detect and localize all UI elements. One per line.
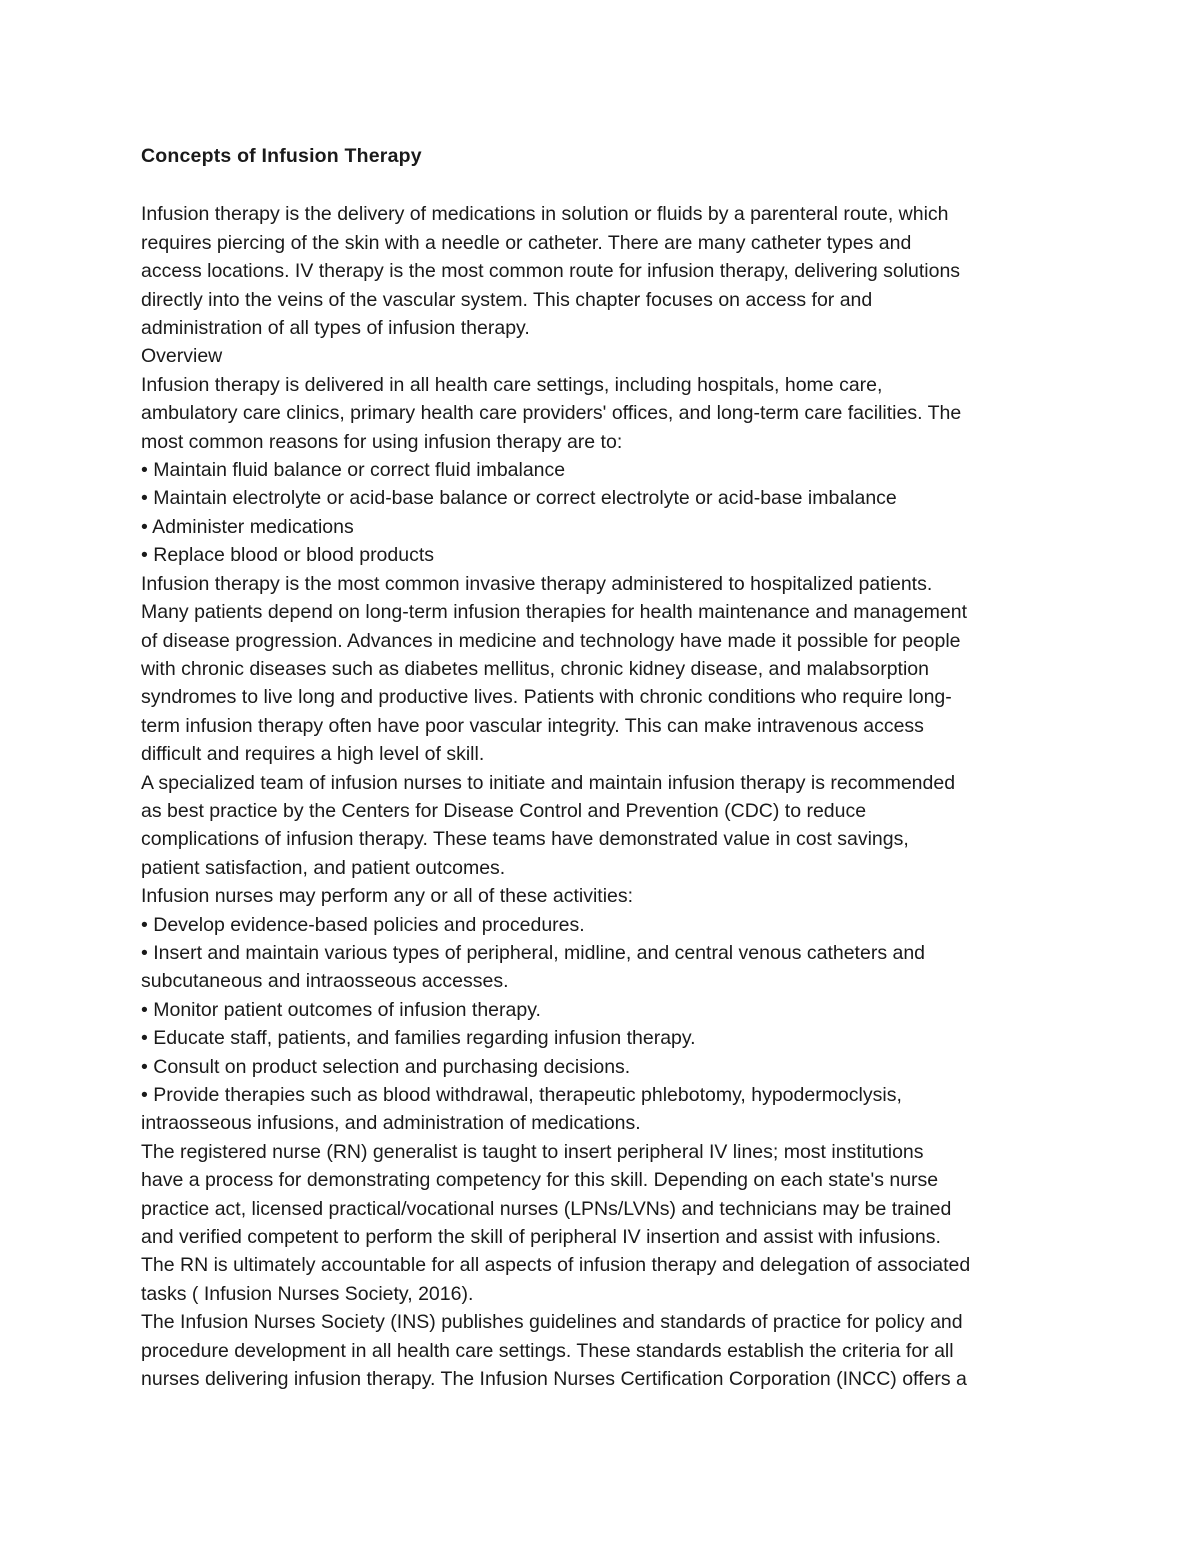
text-line: term infusion therapy often have poor vascular integrity. This can make intravenous access — [141, 714, 924, 737]
text-line: patient satisfaction, and patient outcomes. — [141, 856, 506, 879]
text-line: nurses delivering infusion therapy. The Infusion Nurses Certification Corporation (INCC) offers a — [141, 1368, 967, 1391]
text-line: Infusion therapy is the delivery of medications in solution or fluids by a parenteral route, which — [141, 203, 949, 226]
document-body — [141, 200, 1071, 1393]
text-line: and verified competent to perform the skill of peripheral IV insertion and assist with infusions. — [141, 1226, 941, 1249]
text-line: requires piercing of the skin with a needle or catheter. There are many catheter types and — [141, 231, 912, 254]
text-line: A specialized team of infusion nurses to initiate and maintain infusion therapy is recommended — [141, 771, 956, 794]
text-line: complications of infusion therapy. These teams have demonstrated value in cost savings, — [141, 828, 909, 851]
text-line: intraosseous infusions, and administration of medications. — [141, 1112, 641, 1135]
text-line: access locations. IV therapy is the most common route for infusion therapy, delivering solutions — [141, 260, 961, 283]
bullet-item: • Maintain electrolyte or acid-base balance or correct electrolyte or acid-base imbalance — [141, 487, 897, 510]
section-heading-overview: Overview — [141, 345, 223, 368]
bullet-item: • Consult on product selection and purchasing decisions. — [141, 1055, 631, 1078]
bullet-item: • Educate staff, patients, and families regarding infusion therapy. — [141, 1027, 696, 1050]
bullet-item: • Maintain fluid balance or correct fluid imbalance — [141, 459, 566, 482]
text-line: with chronic diseases such as diabetes mellitus, chronic kidney disease, and malabsorption — [141, 657, 929, 680]
bullet-item: • Replace blood or blood products — [141, 544, 435, 567]
text-line: subcutaneous and intraosseous accesses. — [141, 970, 509, 993]
text-line: difficult and requires a high level of skill. — [141, 743, 485, 766]
text-line: have a process for demonstrating competency for this skill. Depending on each state's nurse — [141, 1169, 939, 1192]
text-line: Many patients depend on long-term infusion therapies for health maintenance and management — [141, 601, 968, 624]
document-page — [141, 142, 1071, 1393]
text-line: The RN is ultimately accountable for all aspects of infusion therapy and delegation of associated — [141, 1254, 971, 1277]
bullet-item: • Administer medications — [141, 515, 354, 538]
text-line: Infusion nurses may perform any or all of these activities: — [141, 885, 634, 908]
bullet-item: • Develop evidence-based policies and procedures. — [141, 913, 585, 936]
text-line: syndromes to live long and productive lives. Patients with chronic conditions who require long- — [141, 686, 952, 709]
text-line: of disease progression. Advances in medicine and technology have made it possible for people — [141, 629, 961, 652]
text-line: as best practice by the Centers for Disease Control and Prevention (CDC) to reduce — [141, 799, 867, 822]
bullet-item: • Insert and maintain various types of peripheral, midline, and central venous catheters and — [141, 941, 926, 964]
text-line: administration of all types of infusion therapy. — [141, 317, 530, 340]
document-title: Concepts of Infusion Therapy — [141, 145, 422, 167]
text-line: Infusion therapy is the most common invasive therapy administered to hospitalized patients. — [141, 572, 933, 595]
text-line: practice act, licensed practical/vocational nurses (LPNs/LVNs) and technicians may be trained — [141, 1197, 952, 1220]
text-line: ambulatory care clinics, primary health care providers' offices, and long-term care facilities. The — [141, 402, 962, 425]
text-line: Infusion therapy is delivered in all health care settings, including hospitals, home care, — [141, 373, 883, 396]
bullet-item: • Monitor patient outcomes of infusion therapy. — [141, 998, 541, 1021]
text-line: most common reasons for using infusion therapy are to: — [141, 430, 623, 453]
text-line: The registered nurse (RN) generalist is taught to insert peripheral IV lines; most institutions — [141, 1140, 924, 1163]
text-line: directly into the veins of the vascular system. This chapter focuses on access for and — [141, 288, 873, 311]
text-line: The Infusion Nurses Society (INS) publishes guidelines and standards of practice for policy and — [141, 1311, 963, 1334]
text-line: procedure development in all health care settings. These standards establish the criteria for all — [141, 1339, 954, 1362]
bullet-item: • Provide therapies such as blood withdrawal, therapeutic phlebotomy, hypodermoclysis, — [141, 1084, 902, 1106]
text-line: tasks ( Infusion Nurses Society, 2016). — [141, 1282, 474, 1305]
